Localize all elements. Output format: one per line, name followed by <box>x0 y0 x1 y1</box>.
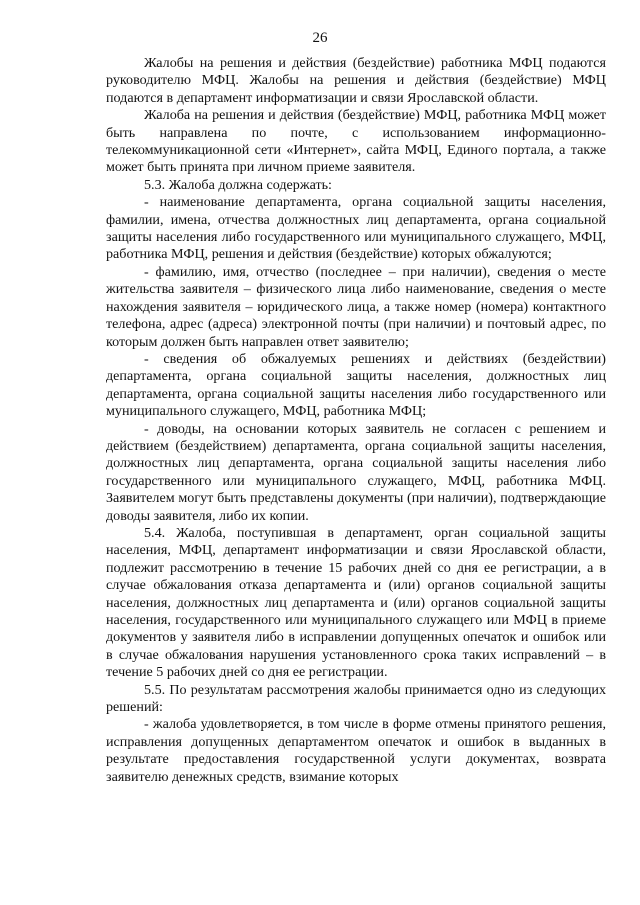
list-item-applicant-details: - фамилию, имя, отчество (последнее – при наличии), сведения о месте жительства заявителя – физического лица либо наименование, сведения о месте нахождения заявителя – юридического лица, а также номер (номера) контактного телефона, адрес (адреса) электронной почты (при наличии) и почтовый адрес, по которым должен быть направлен ответ заявителю; <box>106 263 606 350</box>
paragraph-complaint-submission-methods: Жалоба на решения и действия (бездействие) МФЦ, работника МФЦ может быть направлена по почте, с использованием информационно-телекоммуникационной сети «Интернет», сайта МФЦ, Единого портала, а также может быть принята при личном приеме заявителя. <box>106 107 606 176</box>
paragraph-5-3-heading: 5.3. Жалоба должна содержать: <box>144 176 332 193</box>
paragraph-5-4-review-period: 5.4. Жалоба, поступившая в департамент, орган социальной защиты населения, МФЦ, департамент информатизации и связи Ярославской области, подлежит рассмотрению в течение 15 рабочих дней со дня ее регистрации, а в случае обжалования отказа департамента и (или) органов социальной защиты населения, должностных лиц департамента и (или) органов социальной защиты населения, государственного или муниципального служащего или МФЦ в приеме документов у заявителя либо в исправлении допущенных опечаток и ошибок или в случае обжалования нарушения установленного срока таких исправлений – в течение 5 рабочих дней со дня ее регистрации. <box>106 524 606 681</box>
paragraph-5-5-decisions: 5.5. По результатам рассмотрения жалобы принимается одно из следующих решений: <box>106 681 606 716</box>
document-body <box>106 55 606 786</box>
list-item-complaint-satisfied: - жалоба удовлетворяется, в том числе в форме отмены принятого решения, исправления допущенных департаментом опечаток и ошибок в выданных в результате предоставления государственной услуги документах, возврата заявителю денежных средств, взимание которых <box>106 716 606 785</box>
list-item-department-name: - наименование департамента, органа социальной защиты населения, фамилии, имена, отчества должностных лиц департамента, органа социальной защиты населения либо государственного или муниципального служащего, МФЦ, работника МФЦ, решения и действия (бездействие) которых обжалуются; <box>106 194 606 263</box>
list-item-appealed-decisions: - сведения об обжалуемых решениях и действиях (бездействии) департамента, органа социальной защиты населения, должностных лиц департамента, органа социальной защиты населения либо государственного или муниципального служащего, МФЦ, работника МФЦ; <box>106 350 606 420</box>
paragraph-complaint-mfc-worker: Жалобы на решения и действия (бездействие) работника МФЦ подаются руководителю МФЦ. Жалобы на решения и действия (бездействие) МФЦ подаются в департамент информатизации и связи Ярославской области. <box>106 55 606 106</box>
page-number: 26 <box>312 30 328 46</box>
list-item-arguments: - доводы, на основании которых заявитель не согласен с решением и действием (бездействием) департамента, органа социальной защиты населения, должностных лиц департамента, органа социальной защиты населения либо государственного или муниципального служащего, МФЦ, работника МФЦ. Заявителем могут быть представлены документы (при наличии), подтверждающие доводы заявителя, либо их копии. <box>106 420 606 524</box>
